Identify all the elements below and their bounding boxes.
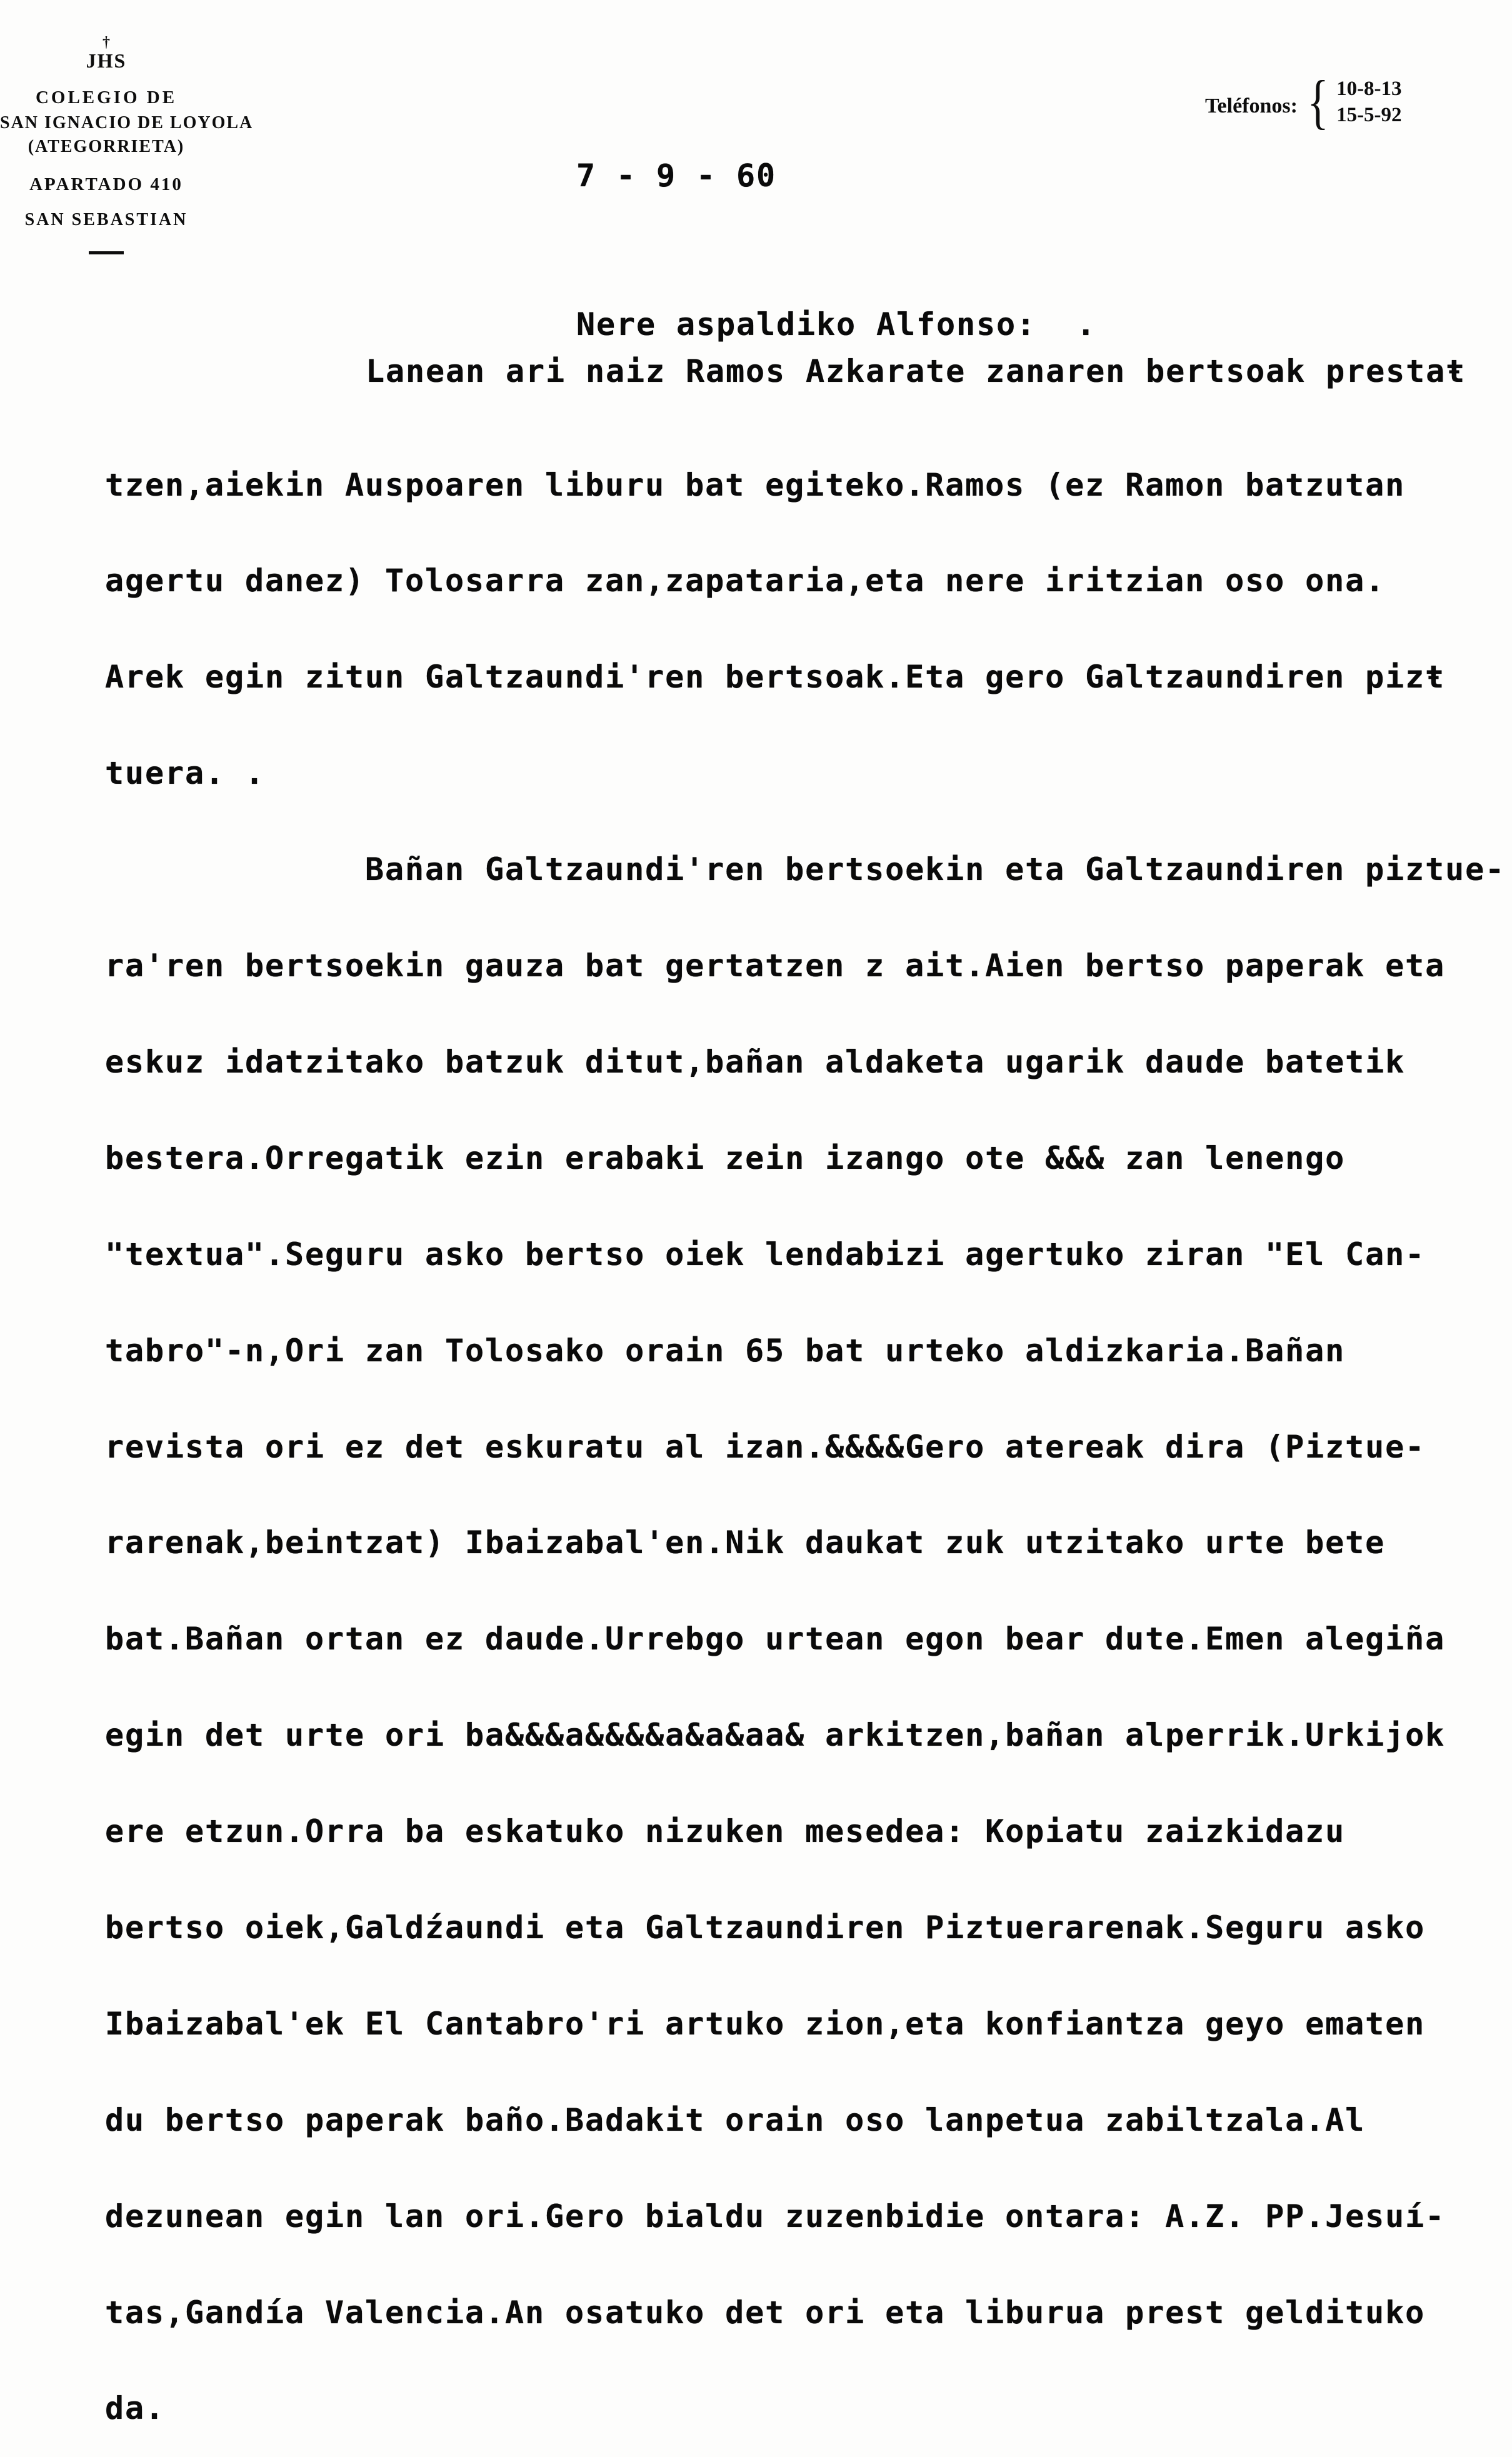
- letter-line: agertu danez) Tolosarra zan,zapataria,eta nere iritzian oso ona.: [105, 563, 1386, 599]
- letter-line: "textua".Seguru asko bertso oiek lendabizi agertuko ziran "El Can-: [105, 1236, 1426, 1273]
- letter-line: du bertso paperak baño.Badakit orain oso lanpetua zabiltzala.Al: [105, 2101, 1366, 2138]
- phone-number: 15-5-92: [1336, 104, 1402, 126]
- letter-line: bertso oiek,Galdźaundi eta Galtzaundiren Piztuerarenak.Seguru asko: [105, 1909, 1426, 1946]
- letterhead-rule: [89, 251, 124, 254]
- letterhead-city: SAN SEBASTIAN: [24, 210, 188, 229]
- letter-line: egin det urte ori ba&&&a&&&&a&a&aa& arkitzen,bañan alperrik.Urkijok: [105, 1717, 1446, 1754]
- letter-line: tabro"-n,Ori zan Tolosako orain 65 bat urteko aldizkaria.Bañan: [105, 1332, 1346, 1369]
- brace-glyph: {: [1307, 68, 1329, 135]
- letter-line: bestera.Orregatik ezin erabaki zein izango ote &&& zan lenengo: [105, 1139, 1346, 1176]
- letterhead: [0, 34, 254, 258]
- phones-list: [1336, 76, 1401, 128]
- phones-label: Teléfonos:: [1205, 94, 1298, 118]
- cross-icon: †: [103, 34, 110, 51]
- letter-line: revista ori ez det eskuratu al izan.&&&&Gero atereak dira (Piztue-: [105, 1428, 1426, 1465]
- letterhead-colegio: COLEGIO DE: [35, 88, 178, 108]
- letter-line: da.: [105, 2390, 166, 2427]
- salutation: Nere aspaldiko Alfonso: .: [576, 306, 1097, 343]
- phones-block: [1205, 68, 1402, 135]
- letterhead-san-ignacio: SAN IGNACIO DE LOYOLA: [0, 113, 254, 133]
- letter-body: [105, 405, 1505, 2457]
- letter-line: Bañan Galtzaundi'ren bertsoekin eta Galtzaundiren piztue-: [105, 851, 1506, 888]
- letter-line: tzen,aiekin Auspoaren liburu bat egiteko.Ramos (ez Ramon batzutan: [105, 466, 1406, 503]
- letter-line: tuera. .: [105, 755, 266, 792]
- letter-line: ere etzun.Orra ba eskatuko nizuken mesedea: Kopiatu zaizkidazu: [105, 1813, 1346, 1850]
- letter-line: ra'ren bertsoekin gauza bat gertatzen z ait.Aien bertso paperak eta: [105, 948, 1446, 984]
- letter-line: rarenak,beintzat) Ibaizabal'en.Nik daukat zuk utzitako urte bete: [105, 1524, 1386, 1561]
- letter-line: bat.Bañan ortan ez daude.Urrebgo urtean egon bear dute.Emen alegiña: [105, 1621, 1446, 1658]
- letter-line: Lanean ari naiz Ramos Azkarate zanaren bertsoak prestaŧ: [366, 353, 1466, 389]
- letter-line: eskuz idatzitako batzuk ditut,bañan aldaketa ugarik daude batetik: [105, 1043, 1406, 1080]
- jhs-monogram: JHS: [86, 49, 127, 72]
- letter-line: dezunean egin lan ori.Gero bialdu zuzenbidie ontara: A.Z. PP.Jesuí-: [105, 2198, 1446, 2234]
- phone-number: 10-8-13: [1336, 78, 1402, 100]
- letter-line: Ibaizabal'ek El Cantabro'ri artuko zion,eta konfiantza geyo ematen: [105, 2005, 1426, 2042]
- letterhead-apartado: APARTADO 410: [29, 174, 183, 194]
- letter-line: Arek egin zitun Galtzaundi'ren bertsoak.Eta gero Galtzaundiren pizŧ: [105, 659, 1446, 696]
- letterhead-ategorrieta: (ATEGORRIETA): [28, 137, 185, 156]
- letter-date: 7 - 9 - 60: [576, 158, 777, 194]
- letter-line: tas,Gandía Valencia.An osatuko det ori eta liburua prest geldituko: [105, 2294, 1426, 2331]
